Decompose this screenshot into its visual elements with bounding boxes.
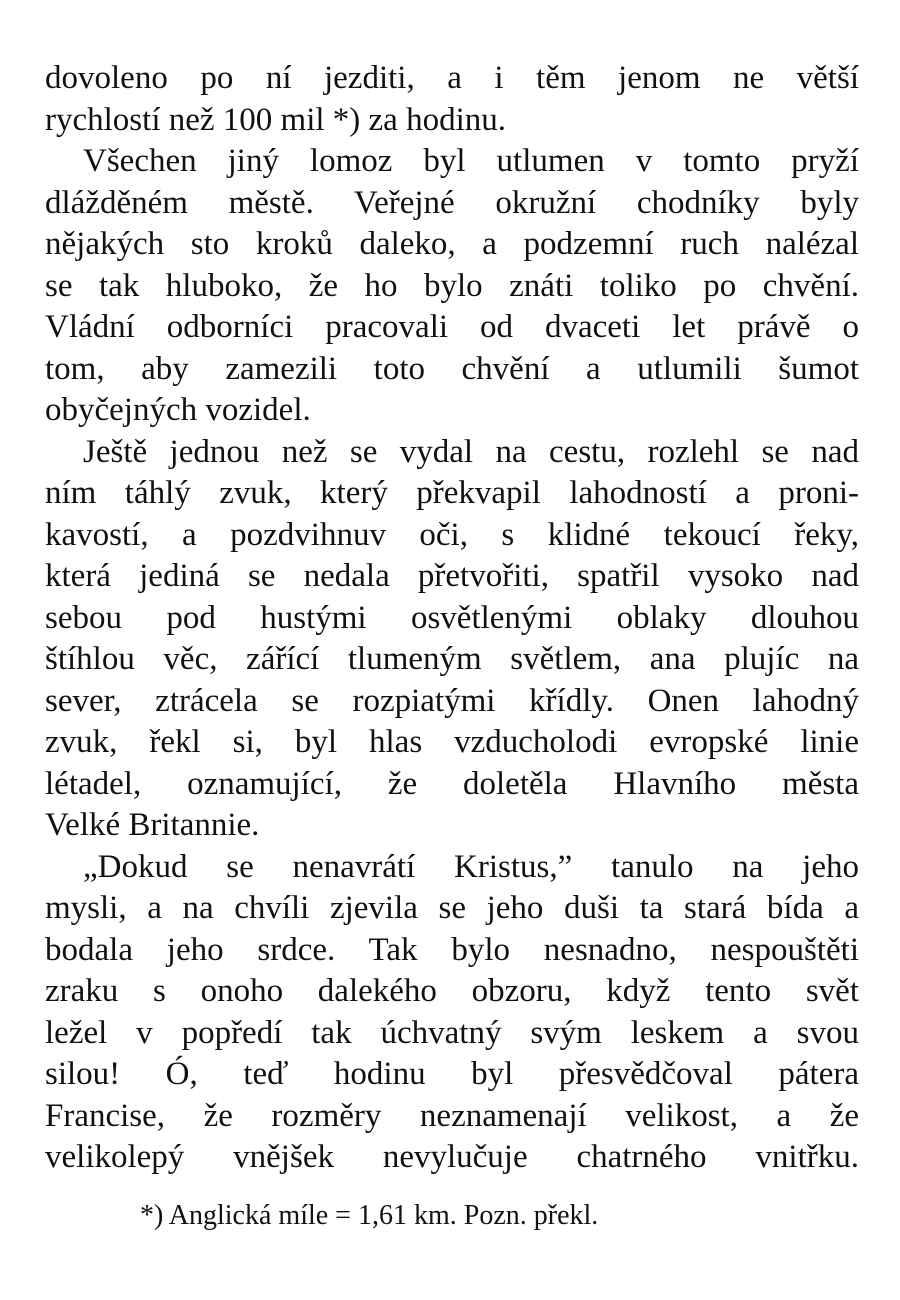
- text-line: štíhlou věc, zářící tlumeným světlem, ana plujíc na: [45, 641, 859, 677]
- text-line: se tak hluboko, že ho bylo znáti toliko po chvění.: [45, 267, 859, 304]
- text-line: mysli, a na chvíli zjevila se jeho duši ta stará bída a: [45, 890, 859, 926]
- text-line: sever, ztrácela se rozpiatými křídly. Onen lahodný: [45, 682, 859, 719]
- text-line: nějakých sto kroků daleko, a podzemní ruch nalézal: [45, 226, 859, 262]
- text-line: Všechen jiný lomoz byl utlumen v tomto pryží: [83, 143, 859, 179]
- text-line: Velké Britannie.: [45, 807, 260, 843]
- text-line: silou! Ó, teď hodinu byl přesvědčoval pátera: [45, 1056, 859, 1092]
- paragraph-4: [45, 847, 859, 1179]
- text-line: rychlostí než 100 mil *) za hodinu.: [45, 101, 506, 138]
- text-line: ním táhlý zvuk, který překvapil lahodností a proni-: [45, 475, 859, 511]
- text-line: bodala jeho srdce. Tak bylo nesnadno, nespouštěti: [45, 931, 859, 968]
- text-line: dlážděném městě. Veřejné okružní chodníky byly: [45, 184, 859, 221]
- text-line: Ještě jednou než se vydal na cestu, rozlehl se nad: [83, 433, 859, 470]
- text-line: která jediná se nedala přetvořiti, spatřil vysoko nad: [45, 558, 859, 594]
- page-body: [45, 58, 859, 1179]
- text-line: zvuk, řekl si, byl hlas vzducholodi evropské linie: [45, 724, 859, 760]
- text-line: Vládní odborníci pracovali od dvaceti let právě o: [45, 309, 859, 345]
- paragraph-3: [45, 432, 859, 847]
- text-line: tom, aby zamezili toto chvění a utlumili šumot: [45, 350, 859, 387]
- text-line: Francise, že rozměry neznamenají velikost, a že: [45, 1097, 859, 1134]
- footnote: *) Anglická míle = 1,61 km. Pozn. překl.: [140, 1200, 599, 1231]
- text-line: „Dokud se nenavrátí Kristus,” tanulo na jeho: [83, 848, 859, 885]
- text-line: ležel v popředí tak úchvatný svým leskem a svou: [45, 1014, 859, 1051]
- text-line: obyčejných vozidel.: [45, 392, 311, 428]
- paragraph-2: [45, 141, 859, 432]
- text-line: velikolepý vnějšek nevylučuje chatrného vnitřku.: [45, 1139, 859, 1175]
- text-line: létadel, oznamující, že doletěla Hlavního města: [45, 765, 859, 802]
- text-line: zraku s onoho dalekého obzoru, když tento svět: [45, 973, 859, 1009]
- paragraph-1: [45, 58, 859, 141]
- text-line: dovoleno po ní jezditi, a i těm jenom ne větší: [45, 60, 859, 96]
- text-line: kavostí, a pozdvihnuv oči, s klidné tekoucí řeky,: [45, 516, 859, 553]
- text-line: sebou pod hustými osvětlenými oblaky dlouhou: [45, 599, 859, 636]
